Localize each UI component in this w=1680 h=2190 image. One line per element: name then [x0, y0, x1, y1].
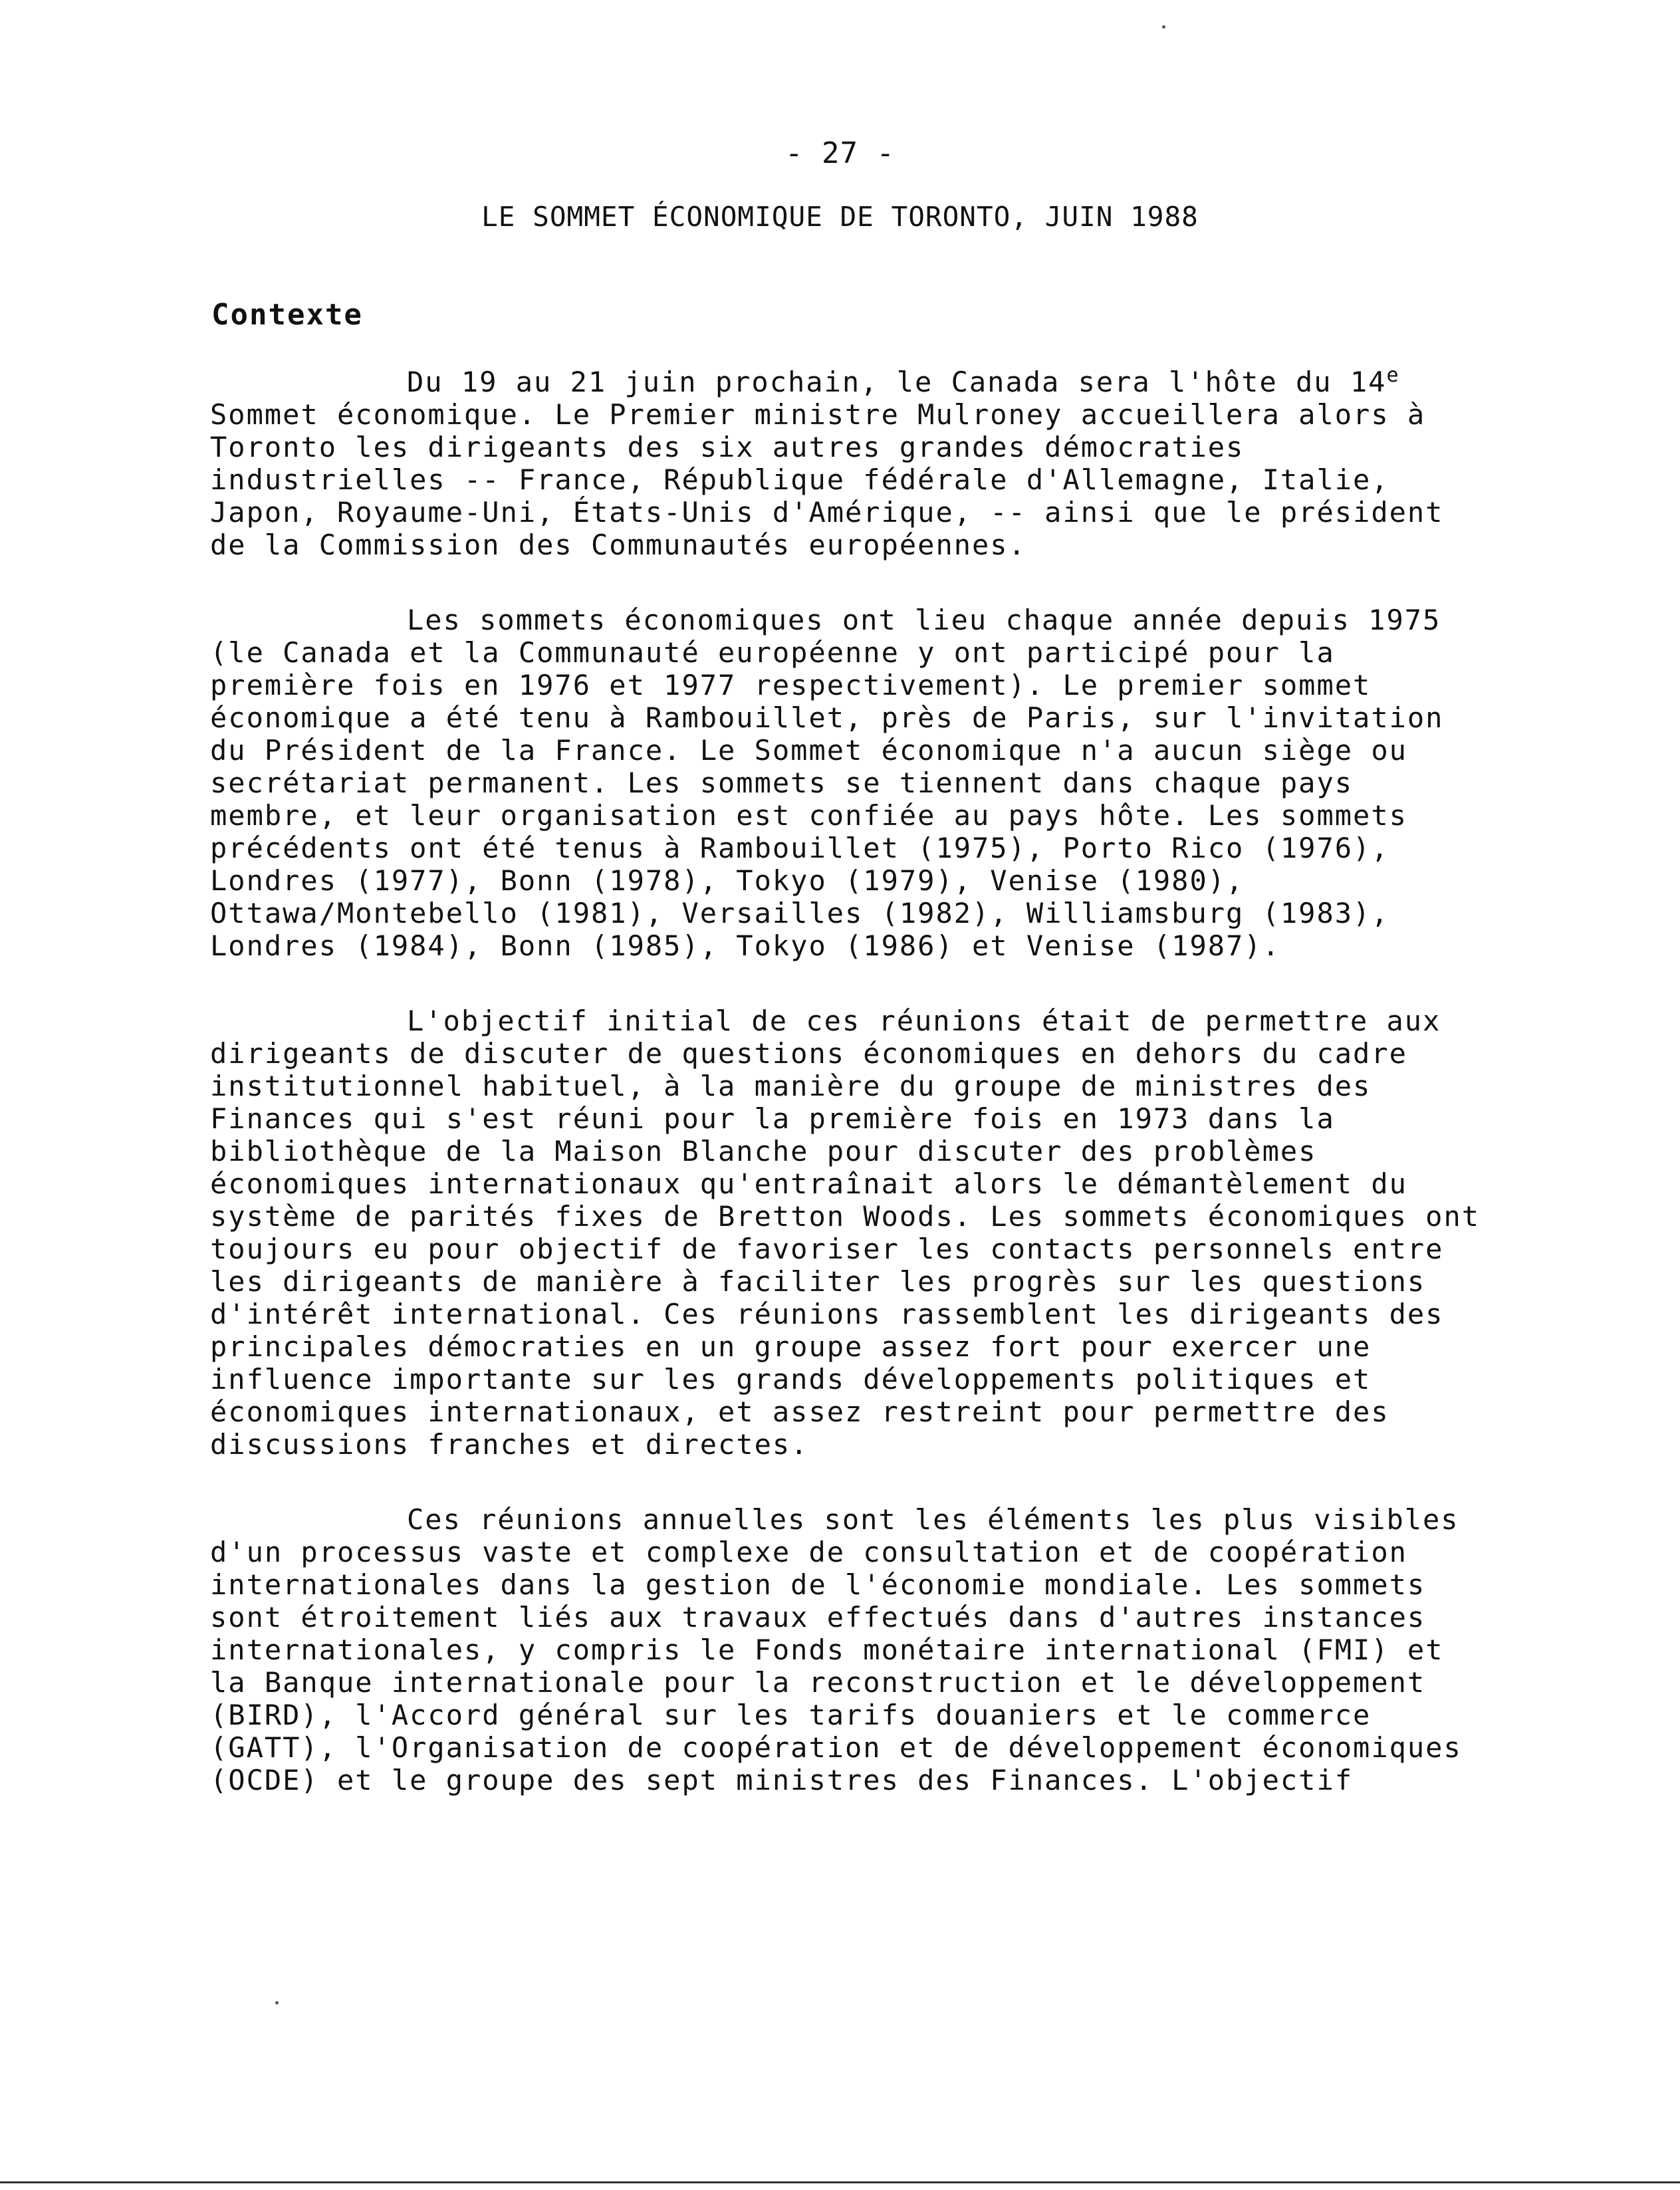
- paragraph-1-text-end: Sommet économique. Le Premier ministre Mulroney accueillera alors à Toronto les dirigeants des six autres grandes démocraties industrielles -- France, République fédérale d'Allemagne, Italie, Japon, Royaume-Uni, États-Unis d'Amérique, -- ainsi que le président de la Commission des Communautés européennes.: [210, 398, 1444, 561]
- paragraph-3: L'objectif initial de ces réunions était de permettre aux dirigeants de discuter de questions économiques en dehors du cadre institutionnel habituel, à la manière du groupe de ministres des Finances qui s'est réuni pour la première fois en 1973 dans la bibliothèque de la Maison Blanche pour discuter des problèmes économiques internationaux qu'entraînait alors le démantèlement du système de parités fixes de Bretton Woods. Les sommets économiques ont toujours eu pour objectif de favoriser les contacts personnels entre les dirigeants de manière à faciliter les progrès sur les questions d'intérêt international. Ces réunions rassemblent les dirigeants des principales démocraties en un groupe assez fort pour exercer une influence importante sur les grands développements politiques et économiques internationaux, et assez restreint pour permettre des discussions franches et directes.: [210, 1005, 1481, 1461]
- scan-speck: [275, 2001, 279, 2005]
- ordinal-superscript: e: [1386, 364, 1400, 387]
- paragraph-4: Ces réunions annuelles sont les éléments les plus visibles d'un processus vaste et complexe de consultation et de coopération internationales dans la gestion de l'économie mondiale. Les sommets sont étroitement liés aux travaux effectués dans d'autres instances internationales, y compris le Fonds monétaire international (FMI) et la Banque internationale pour la reconstruction et le développement (BIRD), l'Accord général sur les tarifs douaniers et le commerce (GATT), l'Organisation de coopération et de développement économiques (OCDE) et le groupe des sept ministres des Finances. L'objectif: [210, 1503, 1462, 1796]
- page-number: - 27 -: [785, 136, 895, 170]
- document-title: LE SOMMET ÉCONOMIQUE DE TORONTO, JUIN 1988: [481, 201, 1199, 233]
- paragraph-2: Les sommets économiques ont lieu chaque année depuis 1975 (le Canada et la Communauté européenne y ont participé pour la première fois en 1976 et 1977 respectivement). Le premier sommet économique a été tenu à Rambouillet, près de Paris, sur l'invitation du Président de la France. Le Sommet économique n'a aucun siège ou secrétariat permanent. Les sommets se tiennent dans chaque pays membre, et leur organisation est confiée au pays hôte. Les sommets précédents ont été tenus à Rambouillet (1975), Porto Rico (1976), Londres (1977), Bonn (1978), Tokyo (1979), Venise (1980), Ottawa/Montebello (1981), Versailles (1982), Williamsburg (1983), Londres (1984), Bonn (1985), Tokyo (1986) et Venise (1987).: [210, 604, 1444, 962]
- scan-speck: [1162, 25, 1165, 29]
- footer-rule: [0, 2181, 1680, 2183]
- paragraph-1: [210, 366, 1487, 561]
- paragraph-1-text-start: Du 19 au 21 juin prochain, le Canada sera l'hôte du 14: [407, 366, 1387, 398]
- body-text: [210, 366, 1487, 1796]
- section-heading: Contexte: [211, 298, 363, 332]
